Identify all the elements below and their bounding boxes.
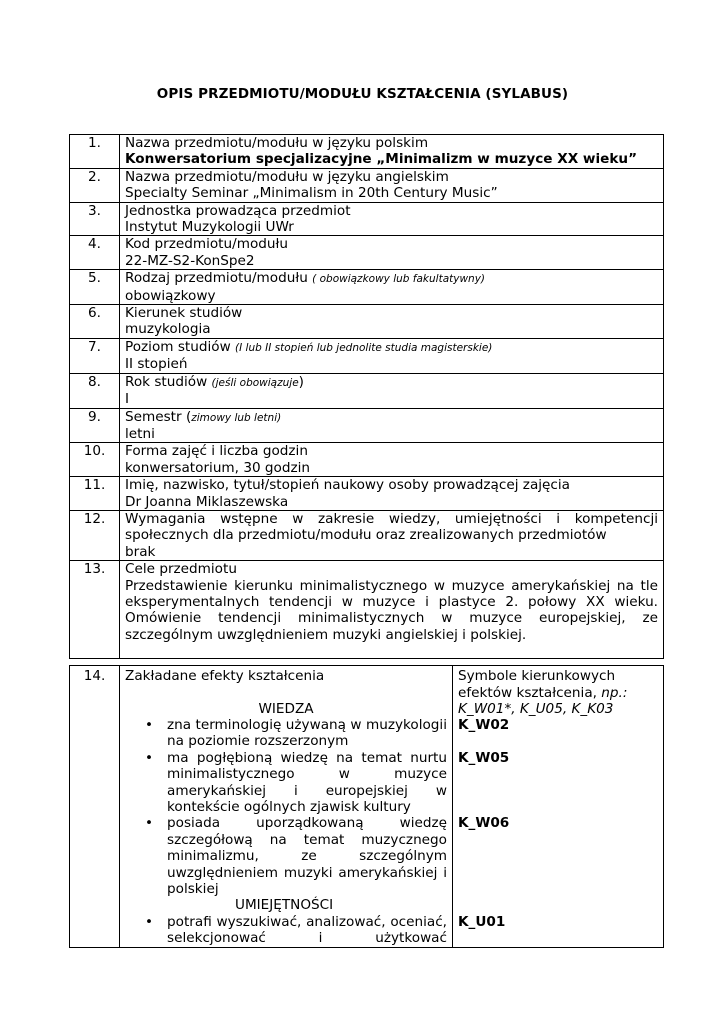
row-number: 12. (70, 510, 120, 560)
course-name-en: Specialty Seminar „Minimalism in 20th Century Music” (125, 185, 498, 202)
row-content (120, 270, 664, 305)
row-label: Imię, nazwisko, tytuł/stopień naukowy osoby prowadzącej zajęcia (125, 477, 570, 494)
lecturer-name: Dr Joanna Miklaszewska (125, 493, 289, 510)
effect-symbol: K_W05 (458, 749, 510, 766)
semester: letni (125, 425, 155, 442)
row-number: 2. (70, 168, 120, 202)
row-label: Rodzaj przedmiotu/modułu (125, 270, 308, 287)
study-year: I (125, 391, 130, 408)
row-number: 10. (70, 443, 120, 477)
row-number: 13. (70, 561, 120, 659)
list-item: • posiada uporządkowaną wiedzę szczegółową na temat muzycznego minimalizmu, ze szczególnym uwzględnieniem muzyki amerykańskiej i polskiej (167, 815, 447, 897)
list-item: • potrafi wyszukiwać, analizować, oceniać, selekcjonować i użytkować (167, 914, 447, 947)
row-label-cont: społecznych dla przedmiotu/modułu oraz zrealizowanych przedmiotów (125, 527, 607, 544)
course-code: 22-MZ-S2-KonSpe2 (125, 252, 255, 269)
list-item: • zna terminologię używaną w muzykologii na poziomie rozszerzonym (167, 717, 447, 750)
row-label: Poziom studiów (125, 338, 231, 355)
row-label: Nazwa przedmiotu/modułu w języku polskim (125, 135, 429, 151)
row-content (120, 168, 664, 202)
row-content (120, 236, 664, 270)
table-row (70, 373, 664, 408)
row-content (120, 408, 664, 443)
category-knowledge: WIEDZA (258, 700, 314, 717)
category-skills: UMIEJĘTNOŚCI (235, 897, 334, 914)
symbols-example: K_W01*, K_U05, K_K03 (458, 701, 614, 717)
effect-symbol: K_W02 (458, 717, 510, 734)
table-row (70, 561, 664, 659)
unit-value: Instytut Muzykologii UWr (125, 219, 294, 236)
row-label-open: ( (185, 408, 192, 425)
row-content (120, 561, 664, 659)
table-row (70, 666, 664, 948)
effects-column (120, 666, 453, 948)
symbols-header: Symbole kierunkowych (458, 668, 616, 685)
table-row (70, 168, 664, 202)
row-label: Forma zajęć i liczba godzin (125, 443, 308, 460)
row-content (120, 305, 664, 339)
course-type: obowiązkowy (125, 287, 216, 304)
row-gap (70, 659, 664, 666)
table-row (70, 338, 664, 373)
document-title: OPIS PRZEDMIOTU/MODUŁU KSZTAŁCENIA (SYLABUS) (156, 86, 569, 102)
row-number: 14. (70, 666, 120, 948)
row-number: 6. (70, 305, 120, 339)
class-form: konwersatorium, 30 godzin (125, 459, 311, 476)
row-hint: ( obowiązkowy lub fakultatywny) (312, 273, 486, 286)
row-content (120, 202, 664, 236)
table-row (70, 443, 664, 477)
row-label-suffix: ) (298, 373, 304, 390)
row-content (120, 477, 664, 511)
symbols-example-label: np.: (601, 684, 628, 701)
row-label: Jednostka prowadząca przedmiot (125, 202, 351, 219)
study-level: II stopień (125, 356, 188, 373)
effect-symbol: K_W06 (458, 815, 510, 832)
row-content (120, 135, 664, 169)
row-number: 1. (70, 135, 120, 169)
list-item: • ma pogłębioną wiedzę na temat nurtu minimalistycznego w muzyce amerykańskiej i europejskiej w kontekście ogólnych zjawisk kultury (167, 750, 447, 816)
table-row (70, 510, 664, 560)
row-number: 11. (70, 477, 120, 511)
row-number: 9. (70, 408, 120, 443)
row-label: Kod przedmiotu/modułu (125, 236, 288, 253)
row-hint: zimowy lub letni) (191, 411, 282, 424)
row-hint: (I lub II stopień lub jednolite studia magisterskie) (235, 341, 493, 354)
table-row (70, 305, 664, 339)
row-label: Zakładane efekty kształcenia (125, 668, 325, 685)
table-row (70, 270, 664, 305)
course-goals: Przedstawienie kierunku minimalistycznego w muzyce amerykańskiej na tle eksperymentalnych tendencji w muzyce i plastyce 2. połowy XX wieku. Omówienie tendencji minimalistycznych w muzyce europejskiej, ze szczególnym uwzględnieniem muzyki angielskiej i polskiej. (125, 577, 659, 643)
row-hint: (jeśli obowiązuje (211, 376, 299, 389)
row-content (120, 443, 664, 477)
symbols-header-cont: efektów kształcenia, (458, 684, 597, 701)
row-label: Kierunek studiów (125, 305, 243, 322)
table-row (70, 135, 664, 169)
row-label: Cele przedmiotu (125, 561, 237, 578)
effects-list (125, 914, 447, 947)
effect-symbol: K_U01 (458, 913, 506, 930)
table-row (70, 236, 664, 270)
row-content (120, 510, 664, 560)
row-number: 4. (70, 236, 120, 270)
table-row (70, 477, 664, 511)
row-label: Wymagania wstępne w zakresie wiedzy, umiejętności i kompetencji (125, 510, 659, 527)
symbols-column (453, 666, 664, 948)
table-row (70, 408, 664, 443)
row-content (120, 373, 664, 408)
row-label: Nazwa przedmiotu/modułu w języku angielskim (125, 168, 449, 185)
row-content (120, 338, 664, 373)
row-number: 5. (70, 270, 120, 305)
row-number: 3. (70, 202, 120, 236)
effects-list (125, 717, 447, 897)
syllabus-table (69, 134, 664, 948)
row-number: 8. (70, 373, 120, 408)
prerequisites: brak (125, 543, 156, 560)
table-row (70, 202, 664, 236)
field-of-study: muzykologia (125, 321, 211, 338)
row-label: Rok studiów (125, 373, 208, 390)
row-number: 7. (70, 338, 120, 373)
row-label: Semestr (125, 408, 182, 425)
course-name-pl: Konwersatorium specjalizacyjne „Minimalizm w muzyce XX wieku” (125, 151, 638, 168)
